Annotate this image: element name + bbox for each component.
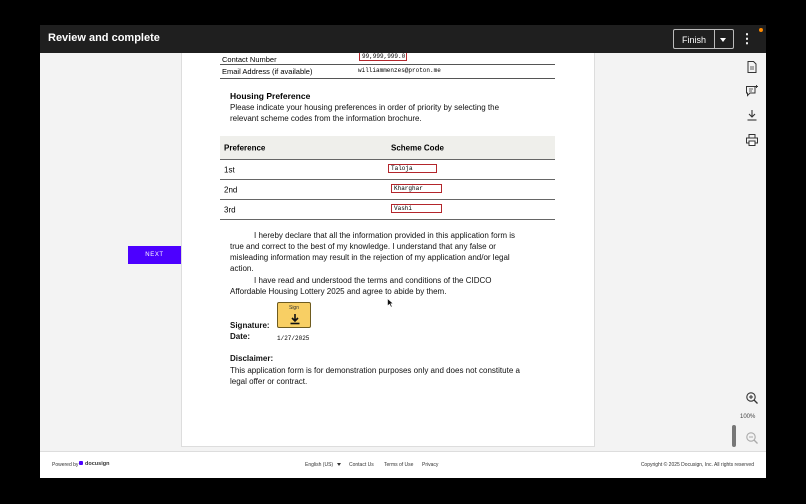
declaration-line-3: misleading information may result in the rejection of my application and/or legal (230, 253, 510, 262)
docusign-app (40, 25, 766, 478)
contact-number-label: Contact Number (222, 55, 277, 64)
declaration-line-1: I hereby declare that all the information provided in this application form is (254, 231, 516, 240)
download-icon[interactable] (745, 108, 759, 122)
contact-us-link[interactable]: Contact Us (349, 462, 374, 468)
housing-instructions-line-1: Please indicate your housing preferences in order of priority by selecting the (230, 103, 500, 112)
scheme-code-field[interactable]: Taloja (388, 164, 437, 173)
email-label: Email Address (if available) (222, 67, 313, 76)
preference-table (220, 136, 555, 220)
page-title: Review and complete (48, 32, 160, 44)
column-header-scheme-code: Scheme Code (391, 143, 444, 152)
zoom-in-icon[interactable] (745, 391, 759, 405)
housing-preference-heading: Housing Preference (230, 91, 311, 101)
column-header-preference: Preference (224, 143, 266, 152)
table-row (220, 160, 555, 180)
terms-line-1: I have read and understood the terms and conditions of the CIDCO (254, 276, 492, 285)
declaration-line-4: action. (230, 264, 254, 273)
document-icon[interactable] (745, 60, 759, 74)
document-page (181, 53, 595, 447)
powered-by-text: Powered by (52, 462, 79, 468)
copyright-text: Copyright © 2025 Docusign, Inc. All rights reserved (640, 462, 754, 468)
disclaimer-heading: Disclaimer: (230, 354, 274, 363)
privacy-link[interactable]: Privacy (422, 462, 439, 468)
comment-icon[interactable] (745, 84, 759, 98)
zoom-level: 100% (740, 414, 756, 420)
mouse-cursor-icon (387, 298, 394, 308)
disclaimer-line-2: legal offer or contract. (230, 377, 308, 386)
docusign-logo-icon (79, 461, 83, 465)
print-icon[interactable] (745, 133, 759, 147)
notification-dot (759, 28, 763, 32)
table-row (220, 200, 555, 220)
table-header (220, 136, 555, 160)
next-button[interactable]: NEXT (128, 246, 181, 264)
terms-of-use-link[interactable]: Terms of Use (384, 462, 414, 468)
sign-here-tab[interactable] (277, 302, 311, 328)
download-arrow-icon (289, 313, 301, 325)
terms-line-2: Affordable Housing Lottery 2025 and agree to abide by them. (230, 287, 447, 296)
email-value: williammenzes@proton.me (358, 67, 441, 74)
sign-tab-label: Sign (288, 305, 299, 311)
language-chevron-down-icon[interactable] (337, 463, 341, 466)
disclaimer-line-1: This application form is for demonstration purposes only and does not constitute a (230, 366, 520, 375)
date-label: Date: (230, 332, 251, 341)
language-selector[interactable]: English (US) (305, 462, 334, 468)
email-row (220, 64, 555, 79)
contact-number-field[interactable]: 99,999,999.0 (359, 53, 407, 61)
top-bar (40, 25, 766, 53)
finish-menu-chevron-down-icon[interactable] (714, 29, 734, 49)
housing-instructions-line-2: relevant scheme codes from the information brochure. (230, 114, 422, 123)
finish-button[interactable]: Finish (673, 29, 715, 49)
scheme-code-field[interactable]: Kharghar (391, 184, 442, 193)
date-value: 1/27/2025 (277, 335, 310, 342)
table-row (220, 180, 555, 200)
preference-cell: 3rd (224, 205, 236, 214)
scheme-code-field[interactable]: Vashi (391, 204, 442, 213)
scrollbar-thumb[interactable] (732, 425, 736, 447)
preference-cell: 2nd (224, 185, 238, 194)
docusign-brand: docusign (85, 461, 110, 467)
more-options-icon[interactable]: ⋮ (740, 31, 754, 46)
signature-label: Signature: (230, 321, 270, 330)
declaration-line-2: true and correct to the best of my knowledge. I understand that any false or (230, 242, 496, 251)
preference-cell: 1st (224, 165, 235, 174)
zoom-out-icon[interactable] (745, 431, 759, 445)
footer (40, 451, 766, 478)
